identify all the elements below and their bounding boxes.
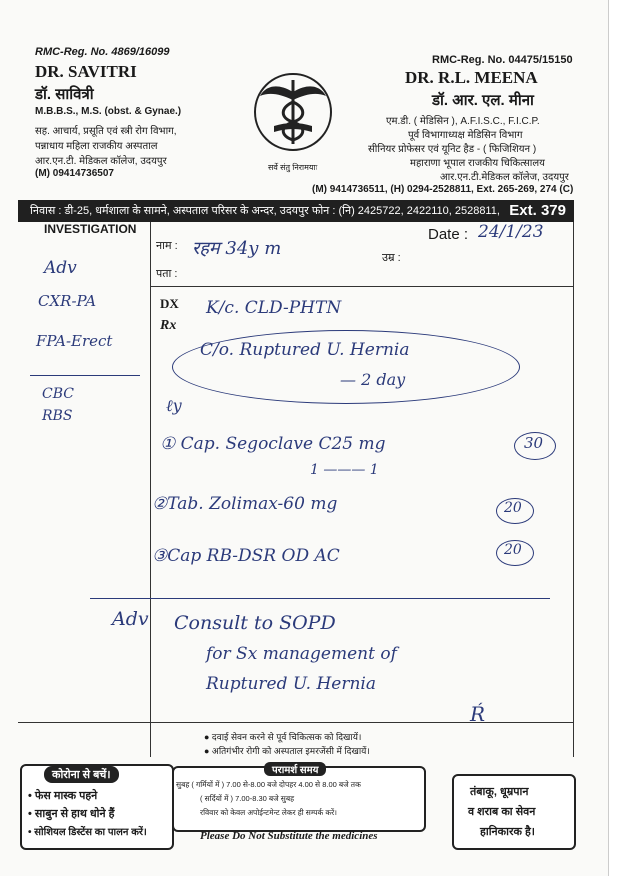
logo-motto: सर्वे संतु निरामयाः bbox=[268, 163, 318, 172]
inv-separator bbox=[30, 375, 140, 376]
inv-cxr: CXR-PA bbox=[38, 292, 97, 310]
diagnosis-handwritten: K/c. CLD-PHTN bbox=[206, 298, 342, 318]
advice-line-3: Ruptured U. Hernia bbox=[206, 674, 376, 694]
advice-label: Adv bbox=[112, 608, 149, 630]
investigation-heading: INVESTIGATION bbox=[44, 222, 137, 236]
inv-rbs: RBS bbox=[42, 408, 73, 424]
rx-mark: ℓy bbox=[166, 396, 182, 415]
patient-name-handwritten: रहम 34y m bbox=[192, 238, 282, 259]
rx-symbol: Rx bbox=[160, 318, 177, 333]
advice-line-2: for Sx management of bbox=[206, 644, 397, 664]
right-college: आर.एन.टी.मेडिकल कॉलेज, उदयपुर bbox=[440, 172, 569, 183]
address-text: निवास : डी-25, धर्मशाला के सामने, अस्पताल परिसर के अन्दर, उदयपुर फोन : (नि) 2425722, 2422110, 2528811, bbox=[30, 205, 500, 217]
age-label: उम्र : bbox=[382, 252, 401, 264]
left-designation: सह. आचार्य, प्रसूति एवं स्त्री रोग विभाग, bbox=[35, 126, 177, 137]
header-divider bbox=[150, 286, 574, 287]
medicine-1-qty: 30 bbox=[524, 434, 544, 452]
right-former-hod: पूर्व विभागाध्यक्ष मेडिसिन विभाग bbox=[408, 130, 523, 141]
left-college: आर.एन.टी. मेडिकल कॉलेज, उदयपुर bbox=[35, 156, 167, 167]
left-phone: (M) 09414736507 bbox=[35, 168, 114, 179]
right-qualifications: एम.डी. ( मेडिसिन ), A.F.I.S.C., F.I.C.P. bbox=[386, 116, 540, 127]
right-doctor-name-hindi: डॉ. आर. एल. मीना bbox=[432, 92, 534, 109]
inv-fpa: FPA-Erect bbox=[36, 332, 113, 350]
consultation-title: परामर्श समय bbox=[264, 762, 326, 776]
address-bar bbox=[18, 200, 574, 222]
consultation-winter: ( सर्दियों में ) 7.00-8.30 बजे सुबह bbox=[200, 794, 295, 803]
left-doctor-name-hindi: डॉ. सावित्री bbox=[35, 86, 94, 103]
medicine-1-dose: 1 ——— 1 bbox=[310, 462, 379, 478]
date-label: Date : bbox=[428, 226, 469, 243]
caduceus-logo bbox=[248, 70, 338, 160]
inv-cbc: CBC bbox=[42, 386, 74, 402]
right-phone: (M) 9414736511, (H) 0294-2528811, Ext. 265-269, 274 (C) bbox=[312, 184, 574, 195]
no-substitute-note: Please Do Not Substitute the medicines bbox=[200, 830, 378, 842]
medicine-1: ① Cap. Segoclave C25 mg bbox=[160, 434, 386, 454]
inv-advice: Adv bbox=[44, 258, 77, 278]
date-handwritten: 24/1/23 bbox=[478, 222, 544, 242]
tobacco-line-1: तंबाकू, धूम्रपान bbox=[470, 786, 529, 798]
name-label: नाम : bbox=[156, 240, 178, 252]
footer-note-1: ● दवाई सेवन करने से पूर्व चिकित्सक को दिखायें। bbox=[204, 732, 362, 742]
doctor-signature: Ŕ bbox=[470, 702, 486, 726]
consultation-summer: सुबह ( गर्मियों में ) 7.00 से-8.00 बजे दोपहर 4.00 से 8.00 बजे तक bbox=[176, 780, 361, 789]
complaint-handwritten: C/o. Ruptured U. Hernia bbox=[200, 340, 410, 360]
extension-number: Ext. 379 bbox=[509, 202, 566, 219]
left-hospital: पन्नाधाय महिला राजकीय अस्पताल bbox=[35, 141, 158, 152]
body-bottom-line bbox=[18, 722, 574, 723]
right-doctor-name: DR. R.L. MEENA bbox=[405, 68, 538, 87]
right-designation: सीनियर प्रोफेसर एवं यूनिट हैड - ( फिजिशियन ) bbox=[368, 144, 537, 155]
advice-line-1: Consult to SOPD bbox=[174, 612, 336, 634]
left-reg-no: RMC-Reg. No. 4869/16099 bbox=[35, 46, 170, 58]
medicine-2: ②Tab. Zolimax-60 mg bbox=[152, 494, 338, 514]
corona-mask: • फेस मास्क पहने bbox=[28, 790, 98, 802]
tobacco-line-3: हानिकारक है। bbox=[480, 826, 535, 838]
consultation-sunday: रविवार को केवल अपोईन्टमेन्ट लेकर ही सम्पर्क करें। bbox=[200, 808, 338, 817]
address-label: पता : bbox=[156, 268, 178, 280]
dx-symbol: DX bbox=[160, 296, 179, 311]
corona-distance: • सोशियल डिस्टेंस का पालन करें। bbox=[28, 827, 147, 838]
advice-separator bbox=[90, 598, 550, 599]
corona-handwash: • साबुन से हाथ धोने हैं bbox=[28, 808, 115, 820]
right-border bbox=[573, 222, 574, 757]
tobacco-line-2: व शराब का सेवन bbox=[468, 806, 536, 818]
left-qualifications: M.B.B.S., M.S. (obst. & Gynae.) bbox=[35, 106, 182, 117]
right-hospital: महाराणा भूपाल राजकीय चिकित्सालय bbox=[410, 158, 545, 169]
medicine-3-qty: 20 bbox=[504, 542, 522, 558]
right-reg-no: RMC-Reg. No. 04475/15150 bbox=[432, 54, 573, 66]
left-doctor-name: DR. SAVITRI bbox=[35, 62, 137, 81]
medicine-2-qty: 20 bbox=[504, 500, 522, 516]
corona-title: कोरोना से बचें। bbox=[44, 766, 119, 783]
medicine-3: ③Cap RB-DSR OD AC bbox=[152, 546, 340, 566]
footer-note-2: ● अतिगंभीर रोगी को अस्पताल इमरजेंसी में दिखायें। bbox=[204, 746, 370, 756]
complaint-duration: — 2 day bbox=[340, 370, 406, 389]
paper-edge bbox=[608, 0, 640, 876]
column-divider bbox=[150, 222, 151, 757]
